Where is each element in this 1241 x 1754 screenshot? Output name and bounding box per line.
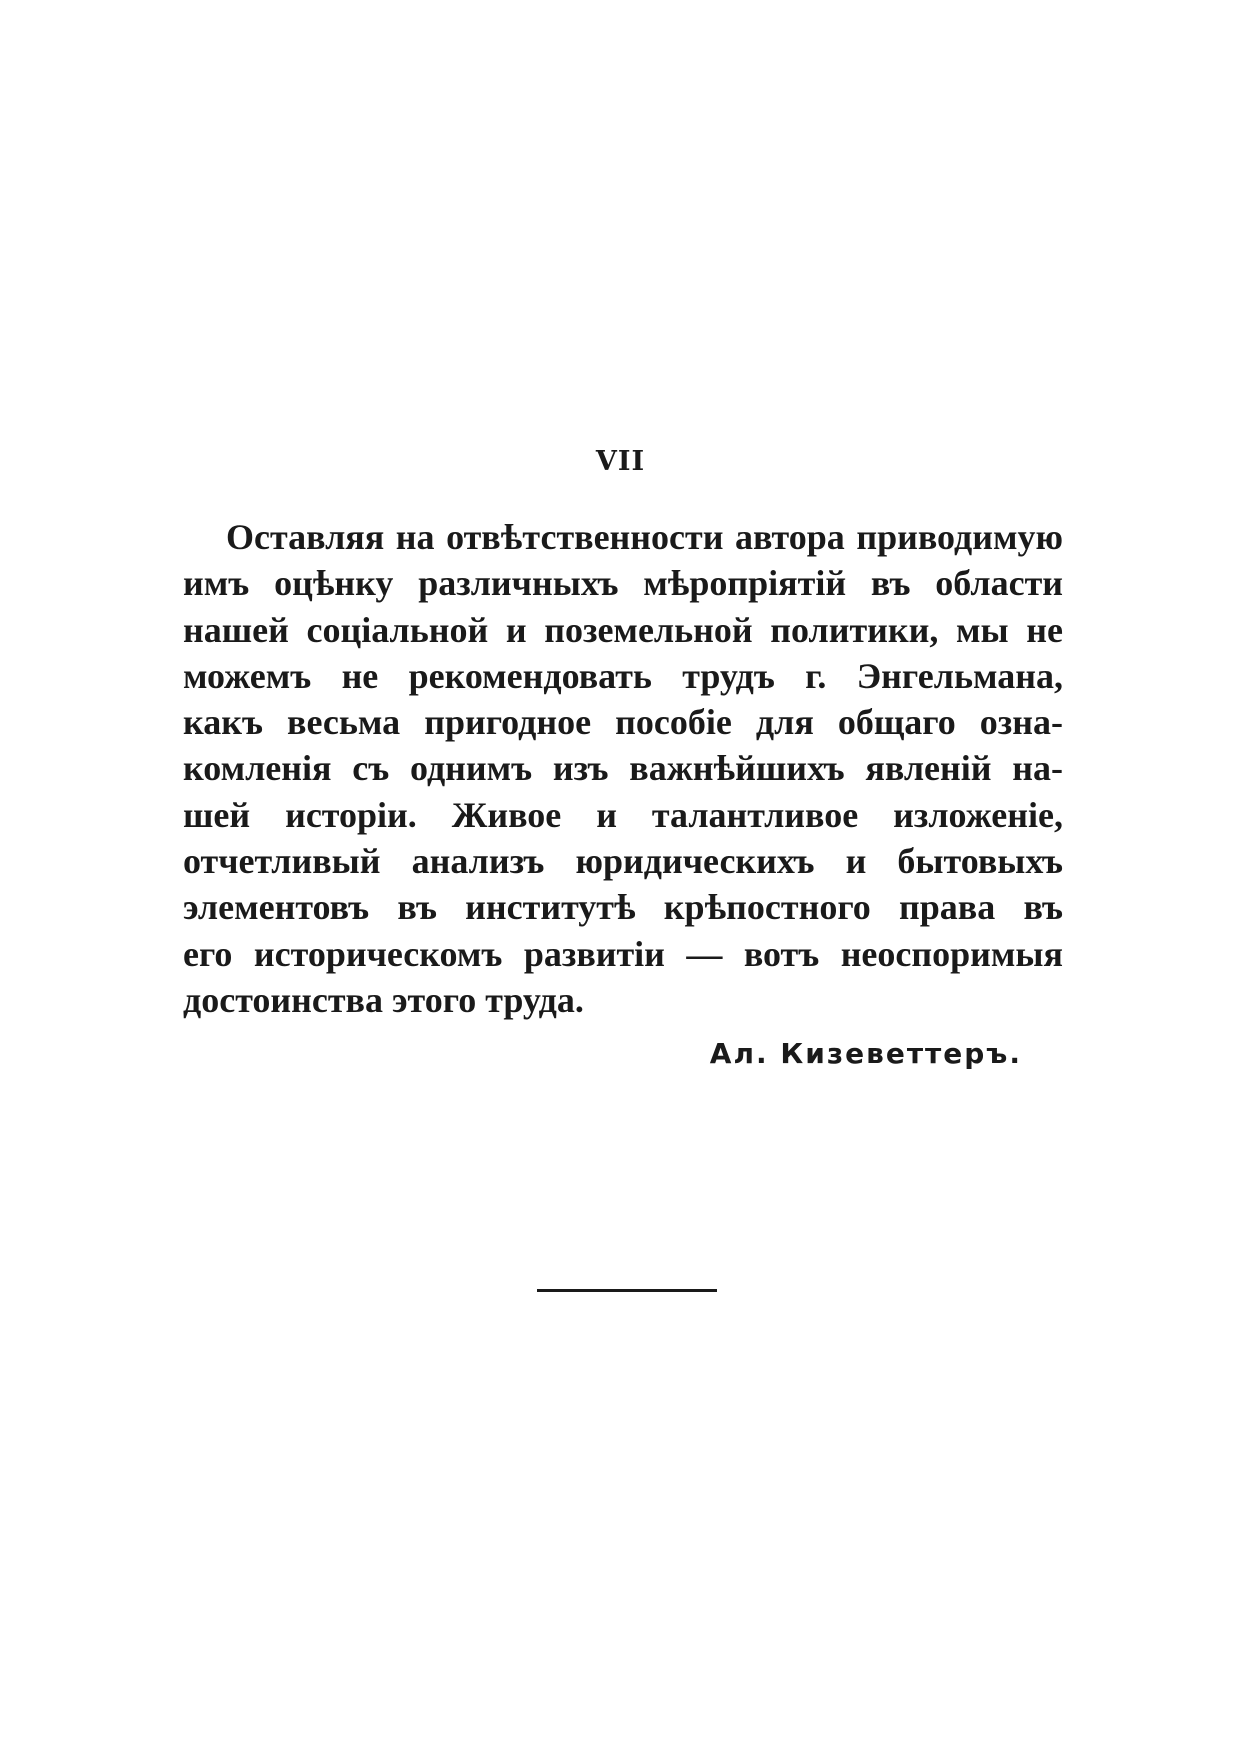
paragraph-line: какъ весьма пригодное пособіе для общаго озна- — [183, 702, 1063, 743]
paragraph-line: нашей соціальной и поземельной политики, мы не — [183, 609, 1063, 650]
paragraph-line: Оставляя на отвѣтственности автора приводимую — [226, 517, 1063, 557]
author-signature: Ал. Кизеветтеръ. — [709, 1037, 1022, 1070]
page-number: VII — [595, 446, 646, 477]
section-divider — [537, 1289, 717, 1292]
paragraph-line: можемъ не рекомендовать трудъ г. Энгельмана, — [183, 655, 1063, 696]
paragraph-line: элементовъ въ институтѣ крѣпостного права въ — [183, 887, 1063, 928]
body-paragraph — [183, 514, 1063, 1023]
paragraph-line: имъ оцѣнку различныхъ мѣропріятій въ области — [183, 563, 1063, 604]
paragraph-line: отчетливый анализъ юридическихъ и бытовыхъ — [183, 841, 1063, 882]
paragraph-line: шей исторіи. Живое и талантливое изложеніе, — [183, 794, 1063, 835]
paragraph-line: комленія съ однимъ изъ важнѣйшихъ явленій на- — [183, 748, 1063, 789]
paragraph-line: его историческомъ развитіи — вотъ неоспоримыя — [183, 933, 1063, 974]
paragraph-line: достоинства этого труда. — [183, 979, 584, 1020]
